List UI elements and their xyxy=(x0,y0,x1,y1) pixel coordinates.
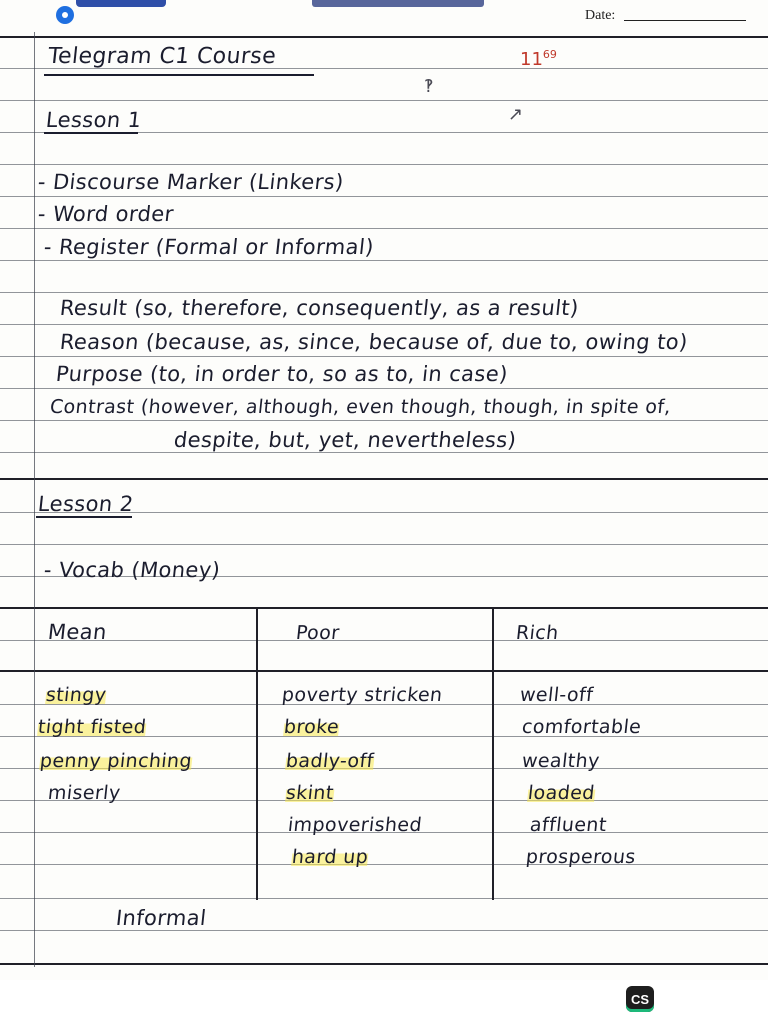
lesson2-underline xyxy=(36,516,132,518)
footer-note: Informal xyxy=(114,906,208,930)
linker-reason: Reason (because, as, since, because of, due to, owing to) xyxy=(58,330,689,354)
title-underline xyxy=(44,74,314,76)
ruled-line xyxy=(0,898,768,899)
mean-word: tight fisted xyxy=(36,716,148,738)
lesson1-item: - Discourse Marker (Linkers) xyxy=(36,170,345,194)
page-number: $11^{69}$ xyxy=(520,48,557,70)
ruled-line xyxy=(0,640,768,641)
logo-circle-icon xyxy=(56,6,74,24)
ruled-line xyxy=(0,930,768,931)
pencil-mark: ↗ xyxy=(508,104,524,125)
ruled-line xyxy=(0,100,768,101)
lesson2-heading: Lesson 2 xyxy=(36,492,135,516)
mean-word: miserly xyxy=(46,782,122,804)
ruled-line xyxy=(0,164,768,165)
ruled-line xyxy=(0,260,768,261)
table-top-rule xyxy=(0,607,768,609)
rich-word: well-off xyxy=(518,684,595,706)
top-rule xyxy=(0,36,768,38)
lesson1-item: - Word order xyxy=(36,202,175,226)
table-header-poor: Poor xyxy=(294,622,341,644)
camscanner-badge: CS xyxy=(626,986,654,1012)
linker-contrast: Contrast (however, although, even though, though, in spite of, xyxy=(48,396,673,418)
date-rule xyxy=(624,20,746,21)
table-header-rule xyxy=(0,670,768,672)
ruled-line xyxy=(0,292,768,293)
table-header-rich: Rich xyxy=(514,622,560,644)
notebook-title: Telegram C1 Course xyxy=(46,44,278,69)
lesson-divider xyxy=(0,478,768,480)
ruled-line xyxy=(0,420,768,421)
pencil-mark: ‽ xyxy=(424,76,434,97)
poor-word: broke xyxy=(282,716,341,738)
ruled-line xyxy=(0,544,768,545)
rich-word: wealthy xyxy=(520,750,601,772)
rich-word: loaded xyxy=(526,782,596,804)
poor-word: poverty stricken xyxy=(280,684,444,706)
mean-word: penny pinching xyxy=(38,750,194,772)
rich-word: prosperous xyxy=(524,846,637,868)
ruled-line xyxy=(0,452,768,453)
mean-word: stingy xyxy=(44,684,108,706)
notebook-brand-logo xyxy=(50,0,168,24)
lesson1-heading: Lesson 1 xyxy=(44,108,143,132)
ruled-line xyxy=(0,324,768,325)
lesson1-underline xyxy=(44,132,138,134)
bottom-rule xyxy=(0,963,768,965)
poor-word: skint xyxy=(284,782,335,804)
rich-word: affluent xyxy=(528,814,608,836)
ruled-line xyxy=(0,864,768,865)
lesson2-topic: - Vocab (Money) xyxy=(42,558,222,582)
ruled-line xyxy=(0,356,768,357)
table-header-mean: Mean xyxy=(46,620,109,644)
linker-result: Result (so, therefore, consequently, as a result) xyxy=(58,296,580,320)
table-divider-1 xyxy=(256,607,258,900)
poor-word: impoverished xyxy=(286,814,424,836)
printed-url-strip xyxy=(312,0,484,7)
logo-wordmark xyxy=(76,0,166,7)
rich-word: comfortable xyxy=(520,716,643,738)
ruled-line xyxy=(0,388,768,389)
linker-purpose: Purpose (to, in order to, so as to, in case) xyxy=(54,362,510,386)
poor-word: badly-off xyxy=(284,750,375,772)
table-divider-2 xyxy=(492,607,494,900)
linker-contrast-cont: despite, but, yet, nevertheless) xyxy=(172,428,518,452)
date-label: Date: xyxy=(585,8,616,23)
ruled-line xyxy=(0,228,768,229)
poor-word: hard up xyxy=(290,846,370,868)
lesson1-item: - Register (Formal or Informal) xyxy=(42,235,376,259)
ruled-line xyxy=(0,196,768,197)
margin-line xyxy=(34,32,35,967)
